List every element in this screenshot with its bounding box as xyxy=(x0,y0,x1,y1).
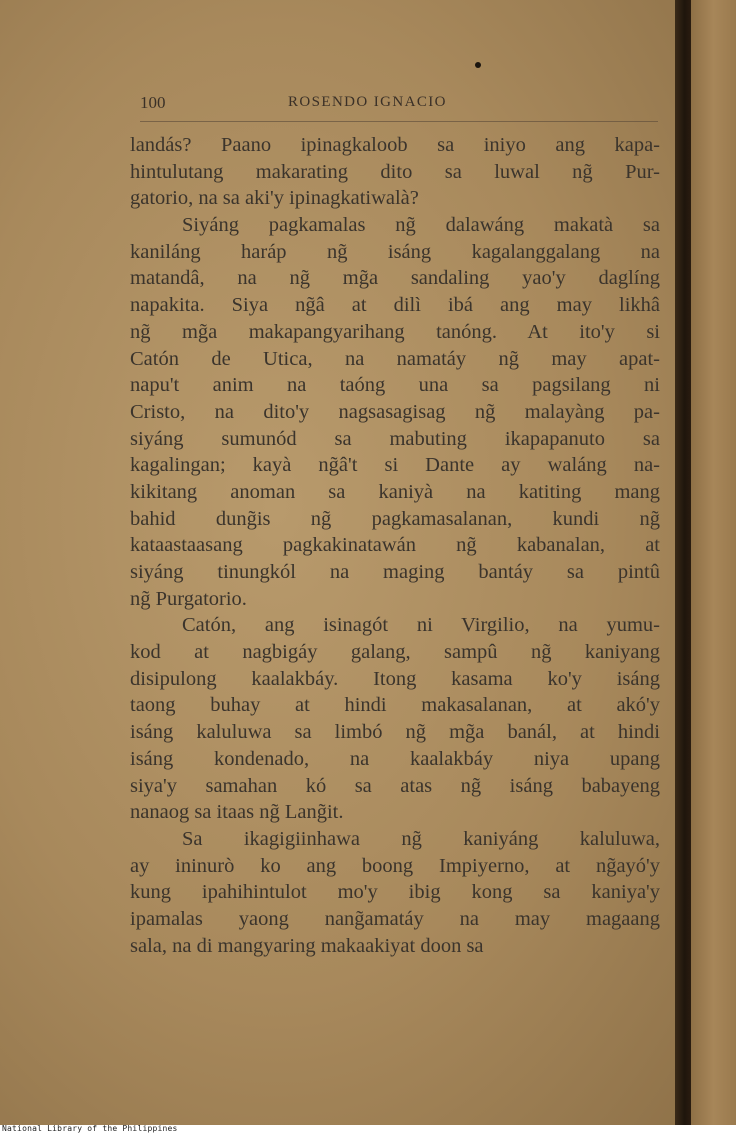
text-line: gatorio, na sa aki'y ipinagkatiwalà? xyxy=(130,187,419,210)
text-line: taong buhay at hindi makasalanan, at akó'y xyxy=(130,694,660,717)
header-rule xyxy=(140,121,658,122)
text-line: landás? Paano ipinagkaloob sa iniyo ang kapa- xyxy=(130,134,660,156)
text-line: isáng kondenado, na kaalakbáy niya upang xyxy=(130,747,660,770)
paragraph xyxy=(130,212,660,612)
text-line: siya'y samahan kó sa atas ng̃ isáng babayeng xyxy=(130,774,660,797)
text-line: matandâ, na ng̃ mg̃a sandaling yao'y daglíng xyxy=(130,267,660,290)
text-line: Cristo, na dito'y nagsasagisag ng̃ malayàng pa- xyxy=(130,400,660,423)
text-line: siyáng sumunód sa mabuting ikapapanuto sa xyxy=(130,427,660,450)
running-head: ROSENDO IGNACIO xyxy=(288,94,447,110)
text-line: hintulutang makarating dito sa luwal ng̃ Pur- xyxy=(130,160,660,183)
body-text xyxy=(130,132,660,959)
text-line: kagalingan; kayà ng̃â't si Dante ay waláng na- xyxy=(130,454,660,477)
text-line: disipulong kaalakbáy. Itong kasama ko'y isáng xyxy=(130,667,660,690)
text-line: ng̃ mg̃a makapangyarihang tanóng. At ito'y si xyxy=(130,320,660,343)
footer-credit: National Library of the Philippines xyxy=(2,1124,178,1133)
text-line: kikitang anoman sa kaniyà na katiting mang xyxy=(130,480,660,503)
text-line: kataastaasang pagkakinatawán ng̃ kabanalan, at xyxy=(130,534,660,557)
text-line: Siyáng pagkamalas ng̃ dalawáng makatà sa xyxy=(182,214,660,237)
ink-spot xyxy=(475,62,481,68)
facing-page-edge xyxy=(691,0,736,1125)
text-line: Catón, ang isinagót ni Virgilio, na yumu- xyxy=(182,614,660,637)
page-header xyxy=(140,93,640,117)
page-edge-shadow xyxy=(675,0,691,1125)
text-line: napakita. Siya ng̃â at dilì ibá ang may likhâ xyxy=(130,294,660,317)
text-line: sala, na di mangyaring makaakiyat doon sa xyxy=(130,934,484,957)
text-line: ipamalas yaong nang̃amatáy na may magaang xyxy=(130,907,660,930)
text-line: siyáng tinungkól na maging bantáy sa pintû xyxy=(130,561,660,583)
text-line: bahid dung̃is ng̃ pagkamasalanan, kundi ng̃ xyxy=(130,507,660,530)
text-line: isáng kaluluwa sa limbó ng̃ mg̃a banál, at hindi xyxy=(130,721,660,744)
paragraph xyxy=(130,612,660,826)
text-line: kaniláng haráp ng̃ isáng kagalanggalang na xyxy=(130,240,660,263)
paragraph xyxy=(130,826,660,959)
text-line: Catón de Utica, na namatáy ng̃ may apat- xyxy=(130,347,660,370)
text-line: kod at nagbigáy galang, sampû ng̃ kaniyang xyxy=(130,641,660,664)
text-line: nanaog sa itaas ng̃ Lang̃it. xyxy=(130,801,344,824)
text-line: napu't anim na taóng una sa pagsilang ni xyxy=(130,374,660,397)
paragraph xyxy=(130,132,660,212)
page-number: 100 xyxy=(140,93,166,112)
text-line: ay ininurò ko ang boong Impiyerno, at ng̃ayó'y xyxy=(130,854,660,877)
text-line: kung ipahihintulot mo'y ibig kong sa kaniya'y xyxy=(130,881,660,904)
text-line: ng̃ Purgatorio. xyxy=(130,587,247,610)
text-line: Sa ikagigiinhawa ng̃ kaniyáng kaluluwa, xyxy=(182,827,660,850)
